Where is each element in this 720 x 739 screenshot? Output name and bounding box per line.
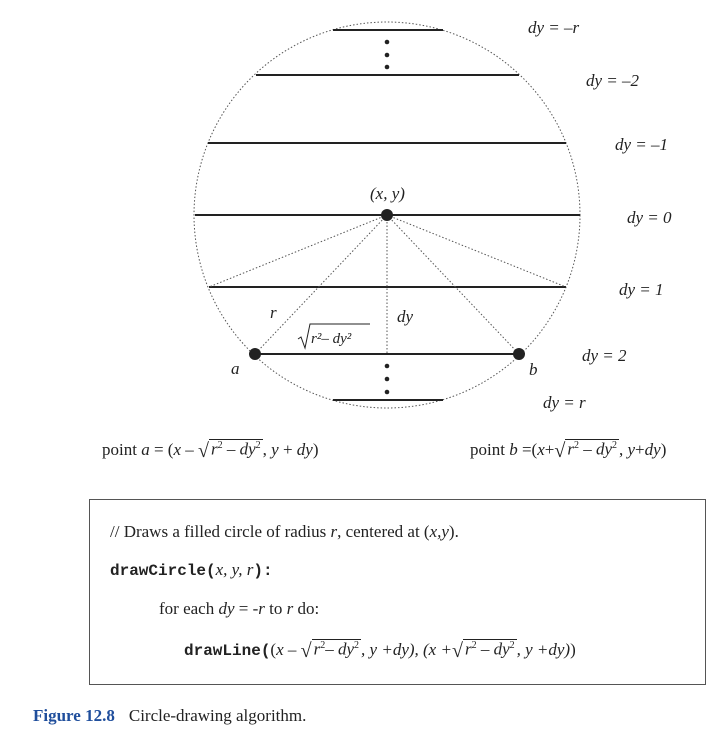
code-comment: // Draws a filled circle of radius r, centered at (x,y). xyxy=(110,522,459,541)
point-b xyxy=(513,348,525,360)
sqrt-icon: √ xyxy=(554,440,566,462)
radius-label: r xyxy=(270,303,277,322)
sqrt-icon: √ xyxy=(198,440,209,462)
dy-label-minus1: dy = –1 xyxy=(615,135,669,154)
dy-label-plus2: dy = 2 xyxy=(582,346,627,365)
point-a-label: a xyxy=(231,359,240,378)
caption-text: Circle-drawing algorithm. xyxy=(128,706,307,725)
center-point xyxy=(381,209,393,221)
guide-right1 xyxy=(387,215,566,287)
ellipsis-dot xyxy=(385,390,390,395)
chord-label: r²– dy² xyxy=(311,331,352,347)
center-label: (x, y) xyxy=(370,184,405,203)
code-function-signature: drawCircle(x, y, r): xyxy=(110,560,273,580)
figure-number: Figure 12.8 xyxy=(33,706,115,725)
ellipsis-dot xyxy=(385,364,390,369)
ellipsis-dot xyxy=(385,377,390,382)
point-a-formula: point a = (x – √ $r^2 - dy^2$ , y + dy) xyxy=(102,440,319,462)
dy-label-minus2: dy = –2 xyxy=(586,71,640,90)
point-a xyxy=(249,348,261,360)
dy-label-plus1: dy = 1 xyxy=(619,280,664,299)
sqrt-icon: √ xyxy=(451,640,463,662)
dy-label-minus-r: dy = –r xyxy=(528,18,580,37)
dy-label-zero: dy = 0 xyxy=(627,208,672,227)
guide-left1 xyxy=(209,215,387,287)
dy-label-plus-r: dy = r xyxy=(543,393,586,412)
figure-caption xyxy=(33,706,306,726)
code-draw-line: drawLine((x – √ $r^2-$ $dy^2$ , y +dy), (x +√ $r^2 - dy^2$ , y +dy)) xyxy=(184,640,576,662)
sqrt-icon: √ xyxy=(300,640,312,662)
ellipsis-dot xyxy=(385,65,390,70)
point-b-label: b xyxy=(529,360,538,379)
point-b-formula: point b =(x+√ $r^2 - dy^2$ , y+dy) xyxy=(470,440,667,462)
guide-b xyxy=(387,215,519,354)
ellipsis-dot xyxy=(385,40,390,45)
dy-label: dy xyxy=(397,307,414,326)
ellipsis-dot xyxy=(385,53,390,58)
algorithm-box xyxy=(89,499,706,685)
code-loop: for each dy = -r to r do: xyxy=(159,599,320,618)
